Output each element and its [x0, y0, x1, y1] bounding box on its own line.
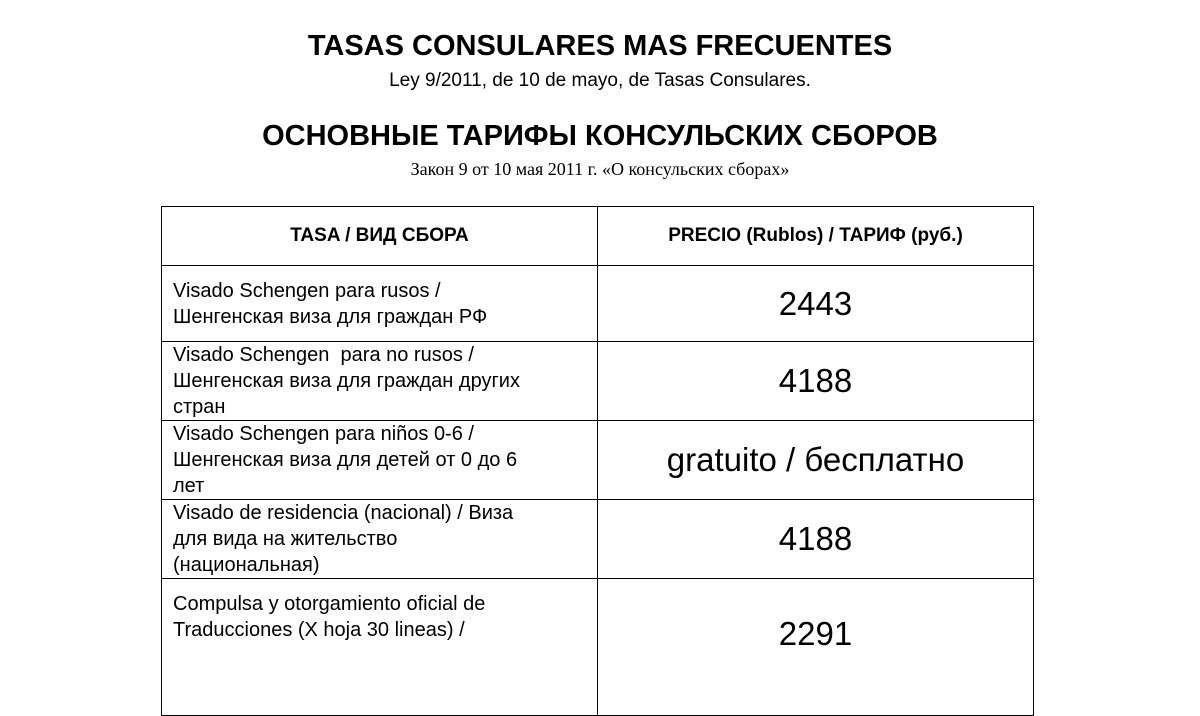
description-line: Visado Schengen para rusos / — [173, 279, 441, 302]
description-line: Шенгенская виза для детей от 0 до 6 — [173, 449, 518, 471]
fee-price: 2443 — [598, 266, 1034, 342]
table-row — [162, 266, 1034, 342]
description-line: для вида на жительство — [173, 528, 398, 550]
description-line: Шенгенская виза для граждан других — [173, 370, 520, 392]
fee-description — [162, 500, 598, 579]
description-line: Visado Schengen para no rusos / — [173, 344, 474, 366]
description-line: (национальная) — [173, 554, 320, 576]
fee-price: 4188 — [598, 500, 1034, 579]
fee-description — [162, 421, 598, 500]
table-header-row — [162, 207, 1034, 266]
fee-description — [162, 579, 598, 716]
page-subtitle-spanish: Ley 9/2011, de 10 de mayo, de Tasas Consulares. — [389, 70, 811, 91]
page-title-spanish: TASAS CONSULARES MAS FRECUENTES — [307, 30, 893, 62]
page-title-russian: ОСНОВНЫЕ ТАРИФЫ КОНСУЛЬСКИХ СБОРОВ — [262, 120, 938, 152]
header-fee-type: TASA / ВИД СБОРА — [162, 207, 598, 266]
description-line: Traducciones (X hoja 30 lineas) / — [173, 619, 465, 641]
fee-price: gratuito / бесплатно — [598, 421, 1034, 500]
table-row — [162, 421, 1034, 500]
description-line: лет — [173, 475, 205, 497]
description-line: Compulsa y otorgamiento oficial de — [173, 593, 486, 615]
fee-description — [162, 266, 598, 342]
description-line: Visado de residencia (nacional) / Виза — [173, 502, 514, 524]
table-row — [162, 500, 1034, 579]
fee-price: 2291 — [598, 579, 1034, 716]
fee-description — [162, 342, 598, 421]
description-line: Шенгенская виза для граждан РФ — [173, 305, 488, 328]
table-row — [162, 342, 1034, 421]
consular-fees-table — [161, 206, 1034, 716]
fee-price: 4188 — [598, 342, 1034, 421]
page-subtitle-russian: Закон 9 от 10 мая 2011 г. «О консульских сборах» — [410, 159, 790, 179]
description-line: стран — [173, 396, 226, 418]
header-price: PRECIO (Rublos) / ТАРИФ (руб.) — [598, 207, 1034, 266]
description-line: Visado Schengen para niños 0-6 / — [173, 423, 474, 445]
table-row — [162, 579, 1034, 716]
